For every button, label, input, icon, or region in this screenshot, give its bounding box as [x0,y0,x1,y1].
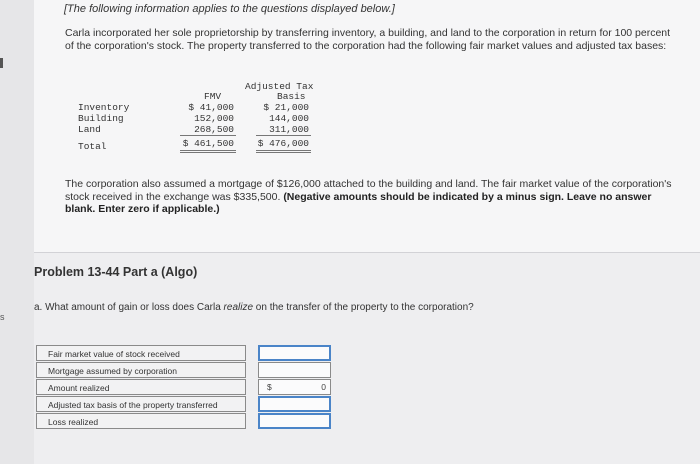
info-paragraph-2 [65,178,677,216]
answer-row-loss-realized [36,413,331,430]
question-prefix: a. What amount of gain or loss does Carla [34,302,224,313]
row-label-land: Land [78,124,101,135]
adjusted-basis-input[interactable] [258,396,331,412]
amount-realized-input[interactable] [258,379,331,395]
info-panel [34,0,700,253]
answer-label: Amount realized [36,379,246,395]
answer-label: Mortgage assumed by corporation [36,362,246,378]
sidebar-mark: s [0,312,5,322]
left-sidebar-strip [0,0,34,464]
problem-title: Problem 13-44 Part a (Algo) [34,265,198,279]
mortgage-text: The corporation also assumed a mortgage of $126,000 attached to the building and land. The fair market value of the corporation's stock received in the exchange was $335,500. [65,178,672,203]
sidebar-edge-mark [0,58,3,68]
input-value: 0 [321,382,326,392]
answer-label: Loss realized [36,413,246,429]
answer-row-fmv-stock [36,345,331,362]
fmv-total: $ 461,500 [182,138,234,149]
basis-land: 311,000 [269,124,309,135]
loss-realized-input[interactable] [258,413,331,429]
col-header-basis-2: Basis [277,91,306,102]
fmv-inventory: $ 41,000 [188,102,234,113]
fmv-stock-input[interactable] [258,345,331,361]
fmv-total-double-rule-2 [180,152,236,153]
answer-row-mortgage [36,362,331,379]
dollar-sign: $ [267,382,272,392]
answer-row-adjusted-basis [36,396,331,413]
question-suffix: on the transfer of the property to the corporation? [253,302,474,313]
col-header-fmv: FMV [204,91,222,102]
answer-row-amount-realized [36,379,331,396]
fmv-subtotal-rule [180,135,236,136]
row-label-inventory: Inventory [78,102,130,113]
mortgage-input[interactable] [258,362,331,378]
instruction-text: (Negative amounts should be indicated by a minus sign. Leave no answer blank. Enter zero if applicable.) [65,190,652,215]
answer-label: Fair market value of stock received [36,345,246,361]
row-label-building: Building [78,113,124,124]
basis-inventory: $ 21,000 [263,102,309,113]
answer-label: Adjusted tax basis of the property transferred [36,396,246,412]
info-heading: [The following information applies to the questions displayed below.] [64,3,395,15]
col-header-basis-1: Adjusted Tax [245,81,314,92]
basis-total-double-rule-2 [256,152,311,153]
info-paragraph: Carla incorporated her sole proprietorship by transferring inventory, a building, and land to the corporation in return for 100 percent of the corporation's stock. The property transferred to the corporation had the following fair market values and adjusted tax bases: [65,27,671,52]
row-label-total: Total [78,141,107,152]
fmv-total-double-rule [180,150,236,151]
fmv-land: 268,500 [194,124,234,135]
question-emphasis: realize [223,302,254,313]
basis-building: 144,000 [269,113,309,124]
fmv-building: 152,000 [194,113,234,124]
basis-total: $ 476,000 [257,138,309,149]
basis-total-double-rule [256,150,311,151]
basis-subtotal-rule [256,135,311,136]
question-text [34,302,474,313]
